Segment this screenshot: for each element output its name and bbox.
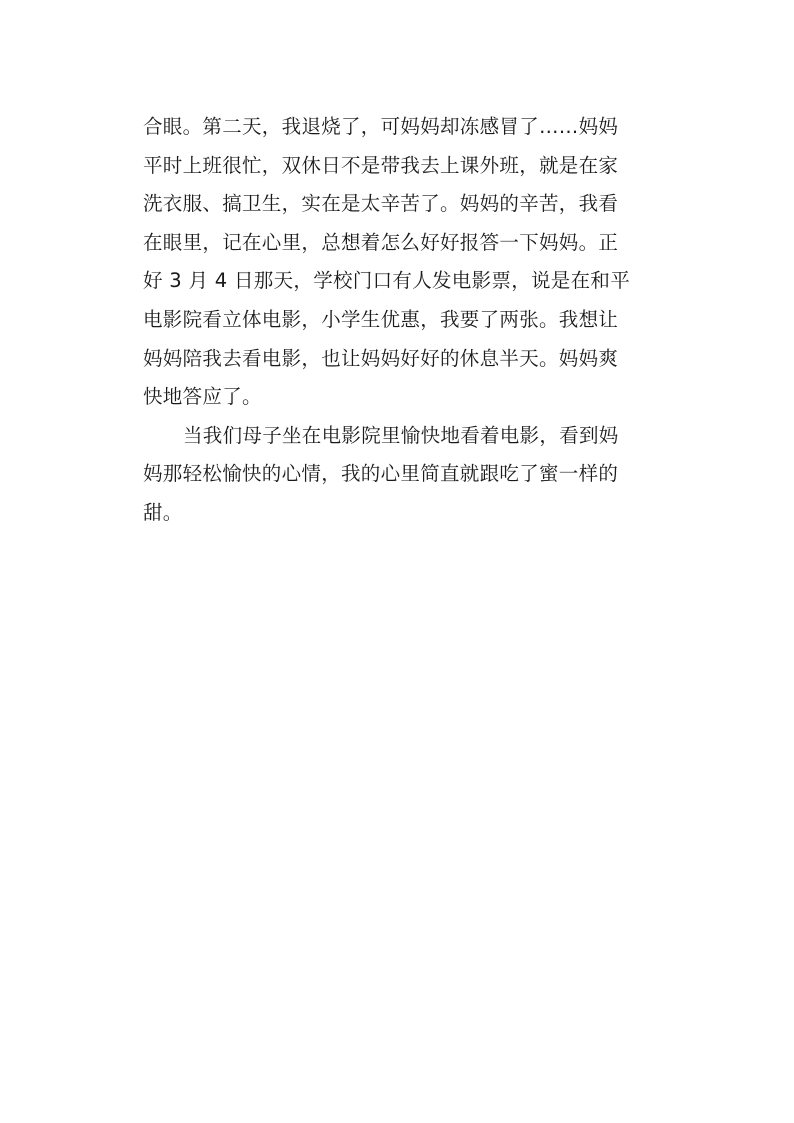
text-line: 电影院看立体电影，小学生优惠，我要了两张。我想让 — [143, 307, 619, 331]
document-body — [143, 108, 663, 533]
text-line: 当我们母子坐在电影院里愉快地看着电影，看到妈 — [183, 423, 619, 447]
text-line: 好 3 月 4 日那天，学校门口有人发电影票，说是在和平 — [143, 269, 631, 293]
text-line: 妈那轻松愉快的心情，我的心里简直就跟吃了蜜一样的 — [143, 462, 619, 486]
text-line: 平时上班很忙，双休日不是带我去上课外班，就是在家 — [143, 153, 619, 177]
text-line: 妈妈陪我去看电影，也让妈妈好好的休息半天。妈妈爽 — [143, 346, 619, 370]
text-line: 快地答应了。 — [143, 385, 262, 409]
text-line: 在眼里，记在心里，总想着怎么好好报答一下妈妈。正 — [143, 230, 619, 254]
text-line: 甜。 — [143, 500, 183, 524]
paragraph-1 — [143, 108, 663, 417]
text-line: 合眼。第二天，我退烧了，可妈妈却冻感冒了……妈妈 — [143, 115, 619, 138]
paragraph-2 — [143, 417, 663, 533]
text-line: 洗衣服、搞卫生，实在是太辛苦了。妈妈的辛苦，我看 — [143, 192, 619, 216]
